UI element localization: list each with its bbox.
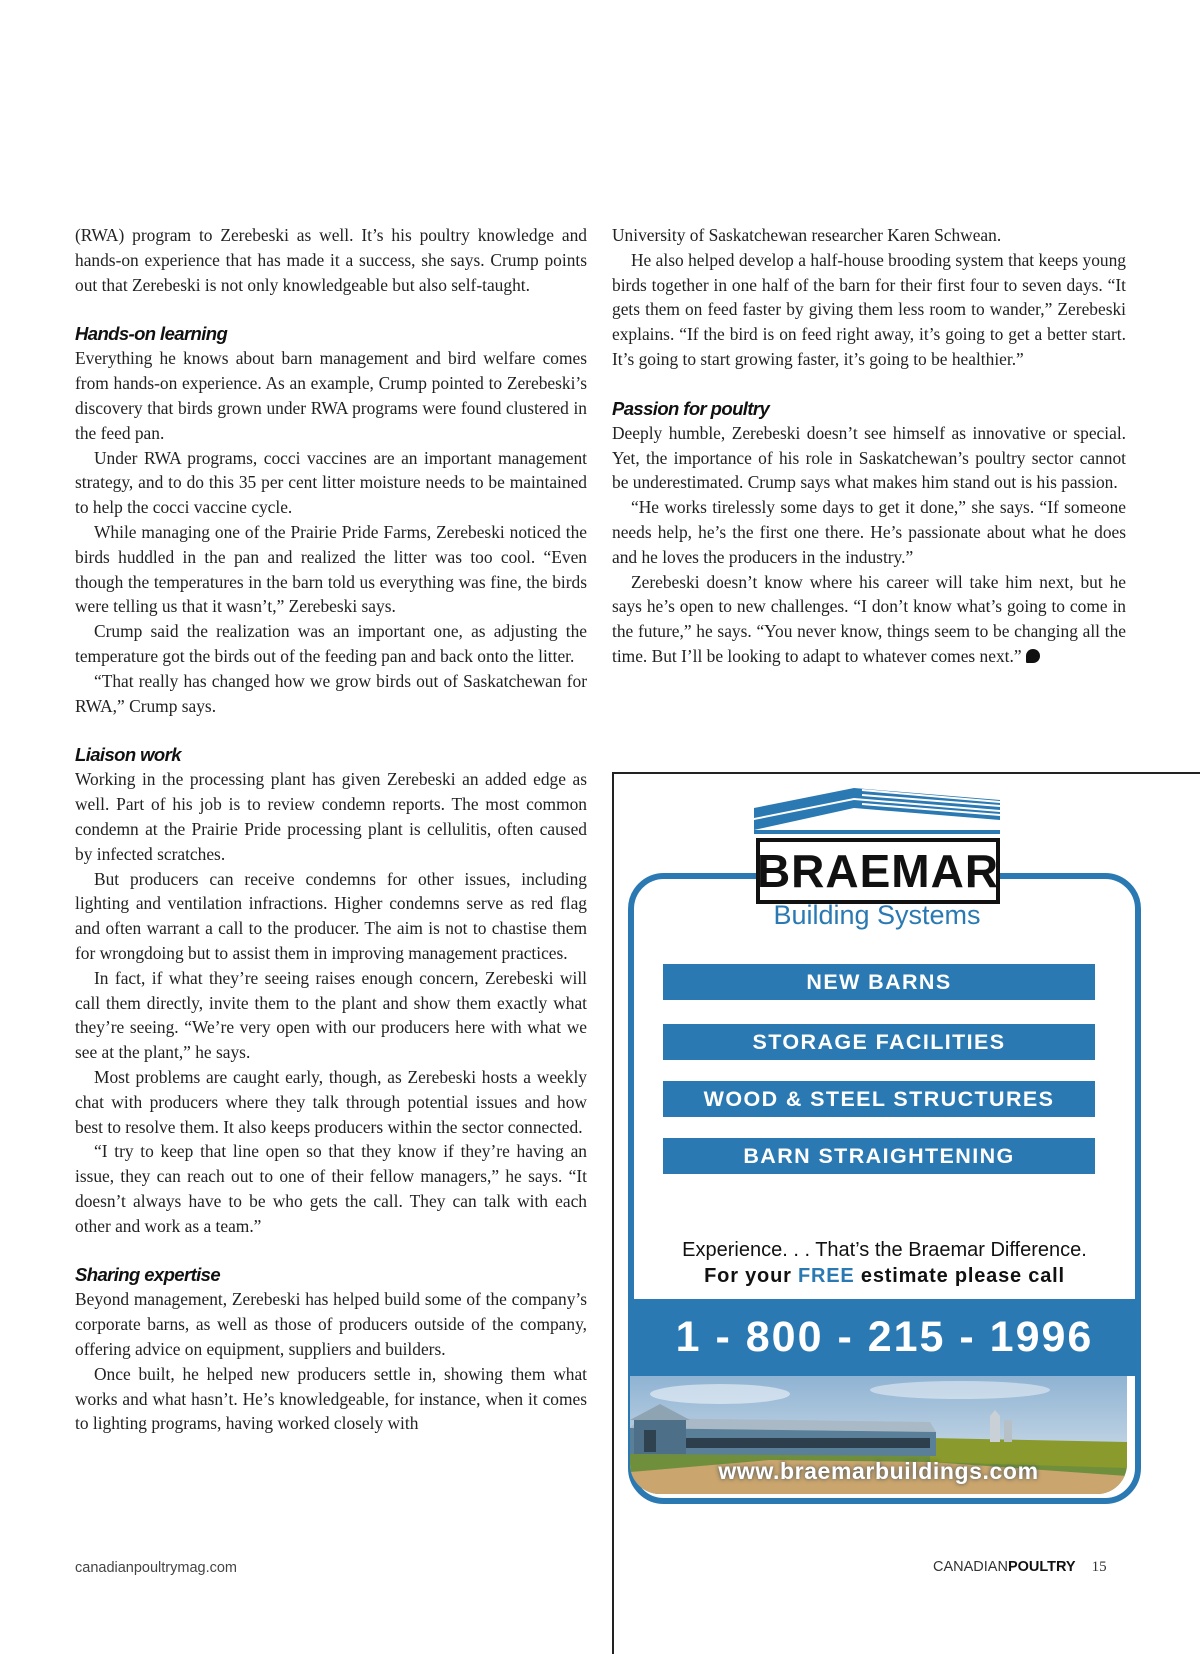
paragraph: Once built, he helped new producers settle in, showing them what works and what hasn’t. He’s knowledgeable, for instance, when it comes to lighting programs, having worked closely with	[75, 1363, 587, 1434]
paragraph: “I try to keep that line open so that they know if they’re having an issue, they can reach out to one of their fellow managers,” he says. “It doesn’t always have to be who gets the call. They can talk with each other and work as a team.”	[75, 1141, 587, 1236]
free-word: FREE	[798, 1265, 855, 1287]
magazine-name-light: CANADIAN	[933, 1559, 1008, 1575]
paragraph: In fact, if what they’re seeing raises enough concern, Zerebeski will call them directly, invite them to the plant and show them exactly what they’re seeing. “We’re very open with our producers here with what we see at the plant,” he says.	[75, 967, 587, 1063]
roof-icon	[750, 786, 1004, 834]
barn-photo	[630, 1376, 1127, 1494]
paragraph: Crump said the realization was an important one, as adjusting the temperature got the birds out of the feeding pan and back onto the litter.	[75, 621, 587, 666]
ad-tagline: Experience. . . That’s the Braemar Difference.	[682, 1239, 1087, 1261]
brand-subtitle: Building Systems	[773, 900, 981, 930]
article-right-column	[612, 223, 1126, 669]
paragraph-text: Zerebeski doesn’t know where his career will take him next, but he says he’s open to new challenges. “I don’t know what’s going to come in the future,” he says. “You never know, things seem to be changing all the time. But I’ll be looking to adapt to whatever comes next.”	[612, 571, 1126, 666]
paragraph: Everything he knows about barn management and bird welfare comes from hands-on experience. As an example, Crump pointed to Zerebeski’s discovery that birds grown under RWA programs were found clustered in the feed pan.	[75, 348, 587, 443]
paragraph: But producers can receive condemns for other issues, including lighting and ventilation infractions. Higher condemns serve as red flag and often warrant a call to the producer. The aim is not to chastise them for wrongdoing but to assist them in improving management practices.	[75, 868, 587, 963]
service-storage-facilities: STORAGE FACILITIES	[663, 1024, 1095, 1060]
article-left-column	[75, 223, 587, 1436]
paragraph: Under RWA programs, cocci vaccines are an important management strategy, and to do this 35 per cent litter moisture needs to be maintained to help the cocci vaccine cycle.	[75, 447, 587, 518]
section-heading: Sharing expertise	[75, 1264, 221, 1286]
paragraph: (RWA) program to Zerebeski as well. It’s his poultry knowledge and hands-on experience that has made it a success, she says. Crump points out that Zerebeski is not only knowledgeable but also self-taught.	[75, 225, 587, 295]
paragraph: “He works tirelessly some days to get it done,” she says. “If someone needs help, he’s the first one there. He’s passionate about what he does and he loves the producers in the industry.”	[612, 497, 1126, 567]
estimate-text: For your	[704, 1265, 799, 1287]
section-heading: Liaison work	[75, 744, 181, 766]
magazine-name-bold: POULTRY	[1007, 1559, 1076, 1575]
service-wood-steel-structures: WOOD & STEEL STRUCTURES	[663, 1081, 1095, 1117]
ad-estimate-line	[628, 1265, 1141, 1288]
website-url[interactable]: www.braemarbuildings.com	[718, 1458, 1039, 1484]
paragraph: Most problems are caught early, though, as Zerebeski hosts a weekly chat with producers where they talk through potential issues and how best to resolve them. It also keeps producers within the sector connected.	[75, 1066, 587, 1137]
end-of-article-icon	[1026, 649, 1040, 663]
phone-number[interactable]: 1 - 800 - 215 - 1996	[628, 1299, 1141, 1376]
paragraph: He also helped develop a half-house brooding system that keeps young birds together in one half of the barn for their first four to seven days. “It gets them on feed faster by giving them less room to wander,” Zerebeski explains. “If the bird is on feed right away, it’s going to get a better start. It’s going to start growing faster, it’s going to be healthier.”	[612, 249, 1126, 369]
footer-magazine	[933, 1559, 1107, 1576]
braemar-logo[interactable]	[750, 786, 1004, 936]
paragraph: Deeply humble, Zerebeski doesn’t see himself as innovative or special. Yet, the importance of his role in Saskatchewan’s poultry sector cannot be underestimated. Crump says what makes him stand out is his passion.	[612, 422, 1126, 493]
brand-name: BRAEMAR	[756, 845, 1000, 897]
footer-site: canadianpoultrymag.com	[75, 1560, 238, 1576]
paragraph: “That really has changed how we grow birds out of Saskatchewan for RWA,” Crump says.	[75, 670, 587, 716]
paragraph: University of Saskatchewan researcher Karen Schwean.	[612, 225, 1002, 245]
logo-wordmark-box	[756, 838, 1000, 904]
estimate-text: estimate please call	[854, 1265, 1065, 1287]
paragraph: While managing one of the Prairie Pride Farms, Zerebeski noticed the birds huddled in the pan and realized the litter was too cool. “Even though the temperatures in the barn told us everything was fine, the birds were telling us that it wasn’t,” Zerebeski says.	[75, 521, 587, 617]
service-barn-straightening: BARN STRAIGHTENING	[663, 1138, 1095, 1174]
section-heading: Passion for poultry	[612, 397, 770, 419]
section-heading: Hands-on learning	[75, 323, 228, 345]
service-new-barns: NEW BARNS	[663, 964, 1095, 1000]
paragraph	[612, 570, 1126, 669]
paragraph: Working in the processing plant has given Zerebeski an added edge as well. Part of his job is to review condemn reports. The most common condemn at the Prairie Pride processing plant is cellulitis, often caused by infected scratches.	[75, 769, 587, 864]
page-number: 15	[1091, 1559, 1107, 1575]
paragraph: Beyond management, Zerebeski has helped build some of the company’s corporate barns, as well as those of producers outside of the company, offering advice on equipment, suppliers and builders.	[75, 1289, 587, 1360]
